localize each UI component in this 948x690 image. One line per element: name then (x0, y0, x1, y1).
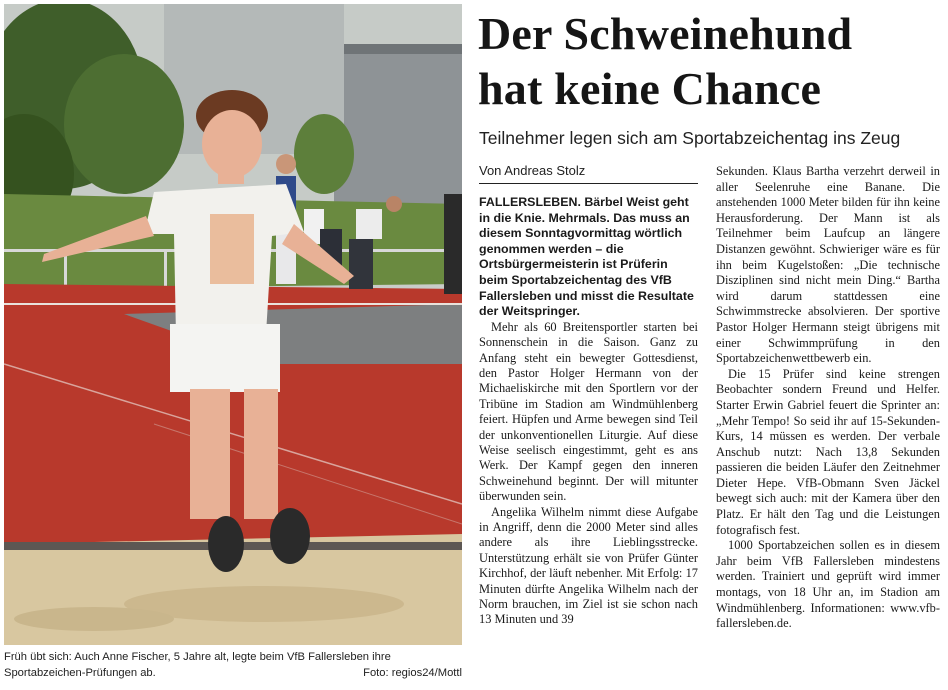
column-1-paragraph: Angelika Wilhelm nimmt diese Aufgabe in Angriff, denn die 2000 Meter sind alles andere als ihre Lieblingsstrecke. Unterstützung erhält sie von Prüfer Günter Kirchhof, der läuft nebenher. Mit Erfolg: 17 Minuten dürfte Angelika Wilhelm nach der Norm brauchen, im Ziel ist sie schon nach 13 Minuten und 39 (479, 504, 698, 627)
column-2-paragraph: Die 15 Prüfer sind keine strengen Beobachter sondern Freund und Helfer. Starter Erwin Gabriel feuert die Sprinter an: „Mehr Tempo! So seid ihr auf 15-Sekunden-Kurs, 14 müssen es werden. Der verbale Anschub nutzt: Nach 13,8 Sekunden passieren die beiden Läufer den Zeitnehmer Dieter Hepe. VfB-Obmann Sven Jäckel bewegt sich auch: mit der Kamera über den Platz. Er hält den Tag und die Leistungen fotografisch fest. (716, 366, 940, 537)
article-subheadline: Teilnehmer legen sich am Sportabzeichentag ins Zeug (479, 128, 901, 148)
headline-line-2: hat keine Chance (478, 63, 822, 114)
article-headline (478, 6, 946, 116)
article-lead: FALLERSLEBEN. Bärbel Weist geht in die Knie. Mehrmals. Das muss an diesem Sonntagvormittag wörtlich genommen werden – die Ortsbürgermeisterin ist Prüferin beim Sportabzeichentag des VfB Fallersleben und misst die Resultate der Weitspringer. (479, 195, 694, 319)
headline-line-1: Der Schweinehund (478, 8, 853, 59)
column-1-paragraph: Mehr als 60 Breitensportler starten bei Sonnenschein in die Saison. Ganz zu Anfang steht ein bewegter Gottesdienst, den Pastor Holger Hermann von der Michaeliskirche mit den Sportlern vor der Tribüne im Stadion am Windmühlenberg feiert. Hüpfen und Arme bewegen sind Teil der unkonventionellen Liturgie. Auf diese Weise seelisch eingestimmt, geht es ans Werk. Der Kampf gegen den inneren Schweinehund beginnt. Der will mitunter überwunden sein. (479, 319, 698, 504)
photo-credit: Foto: regios24/Mottl (363, 666, 462, 679)
caption-text: Früh übt sich: Auch Anne Fischer, 5 Jahre alt, legte beim VfB Fallersleben ihre Sportabzeichen-Prüfungen ab. (4, 651, 391, 679)
article-column-2 (716, 164, 940, 632)
article-photo (4, 4, 462, 645)
article-column-1 (479, 195, 698, 628)
author-byline: Von Andreas Stolz (479, 163, 586, 178)
column-2-paragraph: 1000 Sportabzeichen sollen es in diesem Jahr beim VfB Fallersleben mindestens werden. Trainiert und geprüft wird immer montags, von 18 Uhr an, im Stadion am Windmühlenberg. Informationen: www.vfb-fallersleben.de. (716, 538, 940, 631)
long-jump-photo-illustration (4, 4, 462, 645)
photo-caption (4, 650, 462, 690)
column-2-paragraph: Sekunden. Klaus Bartha verzehrt derweil in aller Seelenruhe eine Banane. Die anstehenden 1000 Meter bilden für ihn keine Herausforderung. Der Mann ist als Teilnehmer beim Laufcup an längere Distanzen gewöhnt. Schwieriger wäre es für ihn beim Kugelstoßen: „Die technische Disziplinen sind nicht mein Ding.“ Bartha wird darum stattdessen eine Schwimmstrecke absolvieren. Der sportive Pastor Holger Hermann steigt übrigens mit einer Schwimmprüfung in den Sportabzeichenwettbewerb ein. (716, 164, 940, 366)
author-byline-box (479, 162, 698, 184)
